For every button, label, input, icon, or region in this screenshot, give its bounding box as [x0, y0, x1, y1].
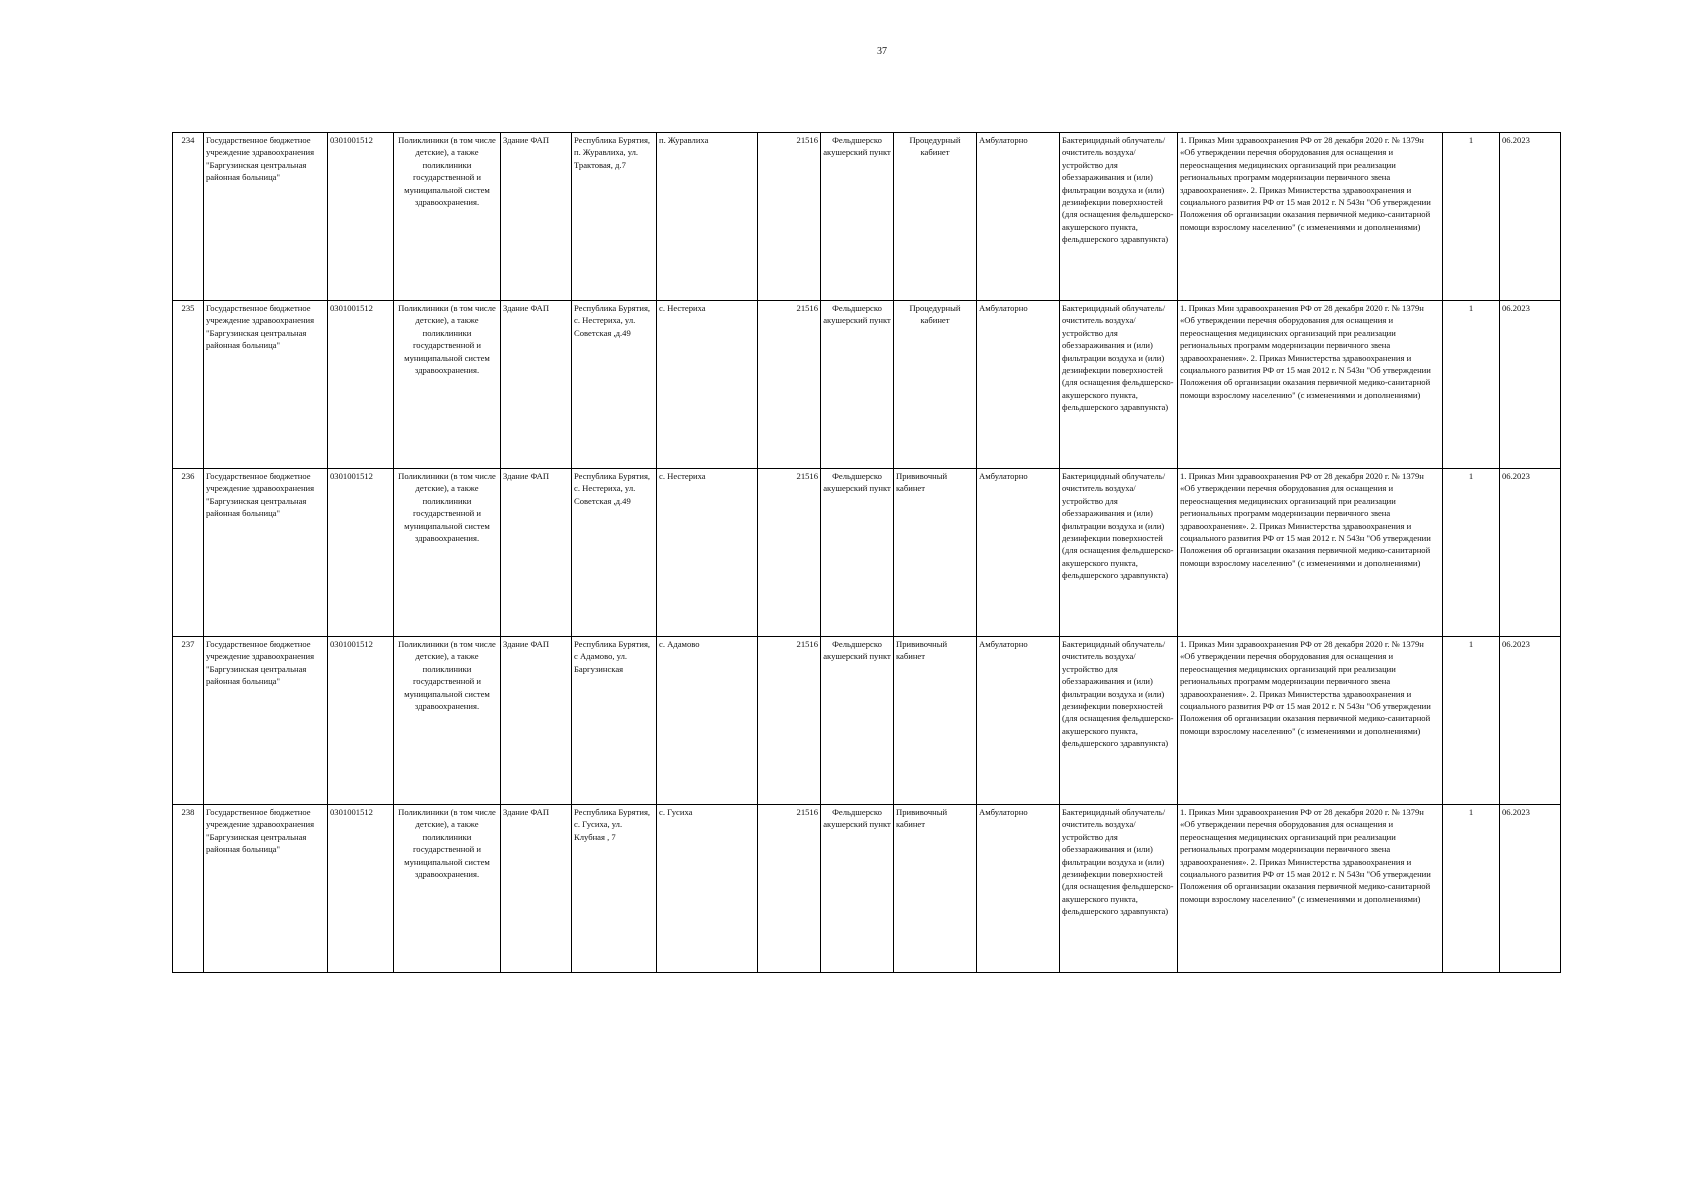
locality-cell: п. Журавлиха [657, 133, 758, 301]
index-cell: 21516 [758, 469, 821, 637]
row-number: 237 [173, 637, 204, 805]
quantity-cell: 1 [1443, 805, 1500, 973]
index-cell: 21516 [758, 133, 821, 301]
date-cell: 06.2023 [1500, 469, 1561, 637]
building-cell: Здание ФАП [501, 805, 572, 973]
unit-cell: Фельдшерско акушерский пункт [821, 637, 894, 805]
row-number: 234 [173, 133, 204, 301]
address-cell: Республика Бурятия, п. Журавлиха, ул. Трактовая, д.7 [572, 133, 657, 301]
building-cell: Здание ФАП [501, 637, 572, 805]
organization-cell: Государственное бюджетное учреждение здравоохранения "Баргузинская центральная районная больница" [204, 133, 328, 301]
equipment-cell: Бактерицидный облучатель/очиститель воздуха/устройство для обеззараживания и (или) фильтрации воздуха и (или) дезинфекции поверхностей (для оснащения фельдшерско-акушерского пункта, фельдшерского здравпункта) [1060, 133, 1178, 301]
facility-type-cell: Поликлиники (в том числе детские), а также поликлиники государственной и муниципальной систем здравоохранения. [394, 469, 501, 637]
date-cell: 06.2023 [1500, 301, 1561, 469]
address-cell: Республика Бурятия, с. Нестериха, ул. Советская ,д.49 [572, 301, 657, 469]
date-cell: 06.2023 [1500, 805, 1561, 973]
table-row [173, 469, 1561, 637]
row-number: 238 [173, 805, 204, 973]
quantity-cell: 1 [1443, 637, 1500, 805]
quantity-cell: 1 [1443, 133, 1500, 301]
index-cell: 21516 [758, 805, 821, 973]
quantity-cell: 1 [1443, 469, 1500, 637]
facility-type-cell: Поликлиники (в том числе детские), а также поликлиники государственной и муниципальной систем здравоохранения. [394, 637, 501, 805]
code-cell: 0301001512 [328, 301, 394, 469]
basis-cell: 1. Приказ Мин здравоохранения РФ от 28 декабря 2020 г. № 1379н «Об утверждении перечня оборудования для оснащения и переоснащения медицинских организаций при реализации региональных программ модернизации первичного звена здравоохранения». 2. Приказ Министерства здравоохранения и социального развития РФ от 15 мая 2012 г. N 543н "Об утверждении Положения об организации оказания первичной медико-санитарной помощи взрослому населению" (с изменениями и дополнениями) [1178, 469, 1443, 637]
locality-cell: с. Нестериха [657, 469, 758, 637]
organization-cell: Государственное бюджетное учреждение здравоохранения "Баргузинская центральная районная больница" [204, 469, 328, 637]
organization-cell: Государственное бюджетное учреждение здравоохранения "Баргузинская центральная районная больница" [204, 805, 328, 973]
row-number: 236 [173, 469, 204, 637]
quantity-cell: 1 [1443, 301, 1500, 469]
equipment-cell: Бактерицидный облучатель/очиститель воздуха/устройство для обеззараживания и (или) фильтрации воздуха и (или) дезинфекции поверхностей (для оснащения фельдшерско-акушерского пункта, фельдшерского здравпункта) [1060, 301, 1178, 469]
mode-cell: Амбулаторно [977, 805, 1060, 973]
mode-cell: Амбулаторно [977, 301, 1060, 469]
code-cell: 0301001512 [328, 133, 394, 301]
mode-cell: Амбулаторно [977, 133, 1060, 301]
room-cell: Прививочный кабинет [894, 805, 977, 973]
building-cell: Здание ФАП [501, 469, 572, 637]
unit-cell: Фельдшерско акушерский пункт [821, 301, 894, 469]
locality-cell: с. Адамово [657, 637, 758, 805]
basis-cell: 1. Приказ Мин здравоохранения РФ от 28 декабря 2020 г. № 1379н «Об утверждении перечня оборудования для оснащения и переоснащения медицинских организаций при реализации региональных программ модернизации первичного звена здравоохранения». 2. Приказ Министерства здравоохранения и социального развития РФ от 15 мая 2012 г. N 543н "Об утверждении Положения об организации оказания первичной медико-санитарной помощи взрослому населению" (с изменениями и дополнениями) [1178, 301, 1443, 469]
room-cell: Прививочный кабинет [894, 469, 977, 637]
date-cell: 06.2023 [1500, 133, 1561, 301]
table-row [173, 133, 1561, 301]
code-cell: 0301001512 [328, 805, 394, 973]
facility-type-cell: Поликлиники (в том числе детские), а также поликлиники государственной и муниципальной систем здравоохранения. [394, 301, 501, 469]
locality-cell: с. Нестериха [657, 301, 758, 469]
table-row [173, 805, 1561, 973]
facility-type-cell: Поликлиники (в том числе детские), а также поликлиники государственной и муниципальной систем здравоохранения. [394, 133, 501, 301]
table-row [173, 301, 1561, 469]
mode-cell: Амбулаторно [977, 637, 1060, 805]
code-cell: 0301001512 [328, 469, 394, 637]
building-cell: Здание ФАП [501, 301, 572, 469]
date-cell: 06.2023 [1500, 637, 1561, 805]
row-number: 235 [173, 301, 204, 469]
room-cell: Прививочный кабинет [894, 637, 977, 805]
address-cell: Республика Бурятия, с. Нестериха, ул. Советская ,д.49 [572, 469, 657, 637]
equipment-cell: Бактерицидный облучатель/очиститель воздуха/устройство для обеззараживания и (или) фильтрации воздуха и (или) дезинфекции поверхностей (для оснащения фельдшерско-акушерского пункта, фельдшерского здравпункта) [1060, 805, 1178, 973]
basis-cell: 1. Приказ Мин здравоохранения РФ от 28 декабря 2020 г. № 1379н «Об утверждении перечня оборудования для оснащения и переоснащения медицинских организаций при реализации региональных программ модернизации первичного звена здравоохранения». 2. Приказ Министерства здравоохранения и социального развития РФ от 15 мая 2012 г. N 543н "Об утверждении Положения об организации оказания первичной медико-санитарной помощи взрослому населению" (с изменениями и дополнениями) [1178, 637, 1443, 805]
equipment-cell: Бактерицидный облучатель/очиститель воздуха/устройство для обеззараживания и (или) фильтрации воздуха и (или) дезинфекции поверхностей (для оснащения фельдшерско-акушерского пункта, фельдшерского здравпункта) [1060, 637, 1178, 805]
index-cell: 21516 [758, 301, 821, 469]
mode-cell: Амбулаторно [977, 469, 1060, 637]
index-cell: 21516 [758, 637, 821, 805]
basis-cell: 1. Приказ Мин здравоохранения РФ от 28 декабря 2020 г. № 1379н «Об утверждении перечня оборудования для оснащения и переоснащения медицинских организаций при реализации региональных программ модернизации первичного звена здравоохранения». 2. Приказ Министерства здравоохранения и социального развития РФ от 15 мая 2012 г. N 543н "Об утверждении Положения об организации оказания первичной медико-санитарной помощи взрослому населению" (с изменениями и дополнениями) [1178, 805, 1443, 973]
room-cell: Процедурный кабинет [894, 133, 977, 301]
code-cell: 0301001512 [328, 637, 394, 805]
address-cell: Республика Бурятия, с Адамово, ул. Баргузинская [572, 637, 657, 805]
unit-cell: Фельдшерско акушерский пункт [821, 805, 894, 973]
equipment-cell: Бактерицидный облучатель/очиститель воздуха/устройство для обеззараживания и (или) фильтрации воздуха и (или) дезинфекции поверхностей (для оснащения фельдшерско-акушерского пункта, фельдшерского здравпункта) [1060, 469, 1178, 637]
organization-cell: Государственное бюджетное учреждение здравоохранения "Баргузинская центральная районная больница" [204, 637, 328, 805]
unit-cell: Фельдшерско акушерский пункт [821, 469, 894, 637]
room-cell: Процедурный кабинет [894, 301, 977, 469]
organization-cell: Государственное бюджетное учреждение здравоохранения "Баргузинская центральная районная больница" [204, 301, 328, 469]
unit-cell: Фельдшерско акушерский пункт [821, 133, 894, 301]
locality-cell: с. Гусиха [657, 805, 758, 973]
facility-type-cell: Поликлиники (в том числе детские), а также поликлиники государственной и муниципальной систем здравоохранения. [394, 805, 501, 973]
address-cell: Республика Бурятия, с. Гусиха, ул. Клубная , 7 [572, 805, 657, 973]
building-cell: Здание ФАП [501, 133, 572, 301]
table-row [173, 637, 1561, 805]
basis-cell: 1. Приказ Мин здравоохранения РФ от 28 декабря 2020 г. № 1379н «Об утверждении перечня оборудования для оснащения и переоснащения медицинских организаций при реализации региональных программ модернизации первичного звена здравоохранения». 2. Приказ Министерства здравоохранения и социального развития РФ от 15 мая 2012 г. N 543н "Об утверждении Положения об организации оказания первичной медико-санитарной помощи взрослому населению" (с изменениями и дополнениями) [1178, 133, 1443, 301]
equipment-table [172, 132, 1561, 973]
page-number: 37 [877, 46, 887, 57]
